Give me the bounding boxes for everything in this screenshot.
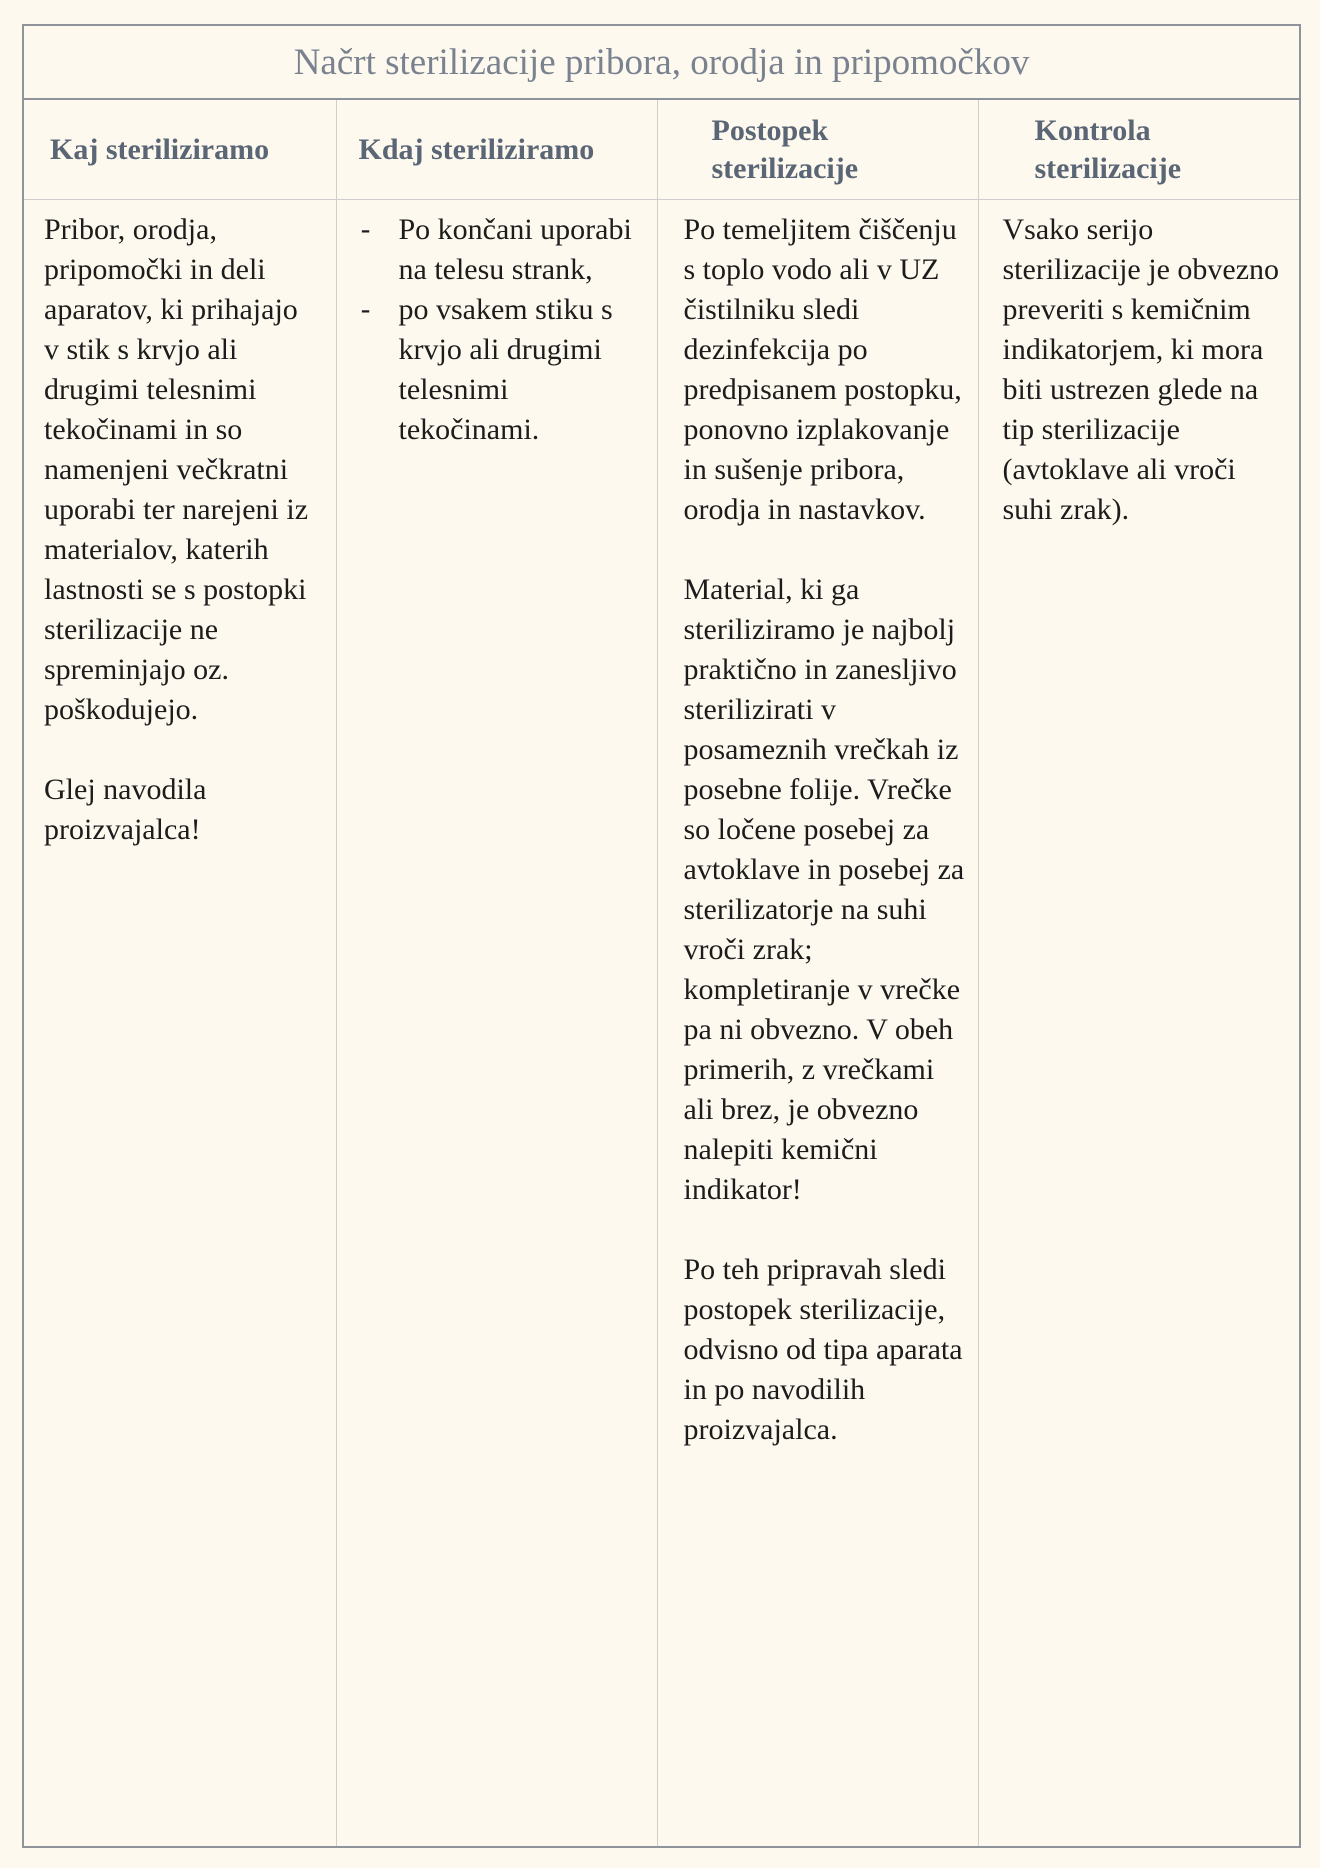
paragraph: Material, ki ga steriliziramo je najbolj praktično in zanesljivo sterilizirati v posameznih vrečkah iz posebne folije. Vrečke so ločene posebej za avtoklave in posebej za sterilizatorje na suhi vroči zrak; kompletiranje v vrečke pa ni obvezno. V obeh primerih, z vrečkami ali brez, je obvezno nalepiti kemični indikator! (683, 573, 965, 1206)
cell-what (23, 200, 336, 1848)
paragraph: Glej navodila proizvajalca! (44, 773, 207, 846)
list-item-text: po vsakem stiku s krvjo ali drugimi telesnimi tekočinami. (398, 293, 613, 446)
paragraph: Po temeljitem čiščenju s toplo vodo ali v UZ čistilniku sledi dezinfekcija po predpisanem postopku, ponovno izplakovanje in sušenje pribora, orodja in nastavkov. (683, 213, 962, 526)
dash-bullet: - (360, 213, 371, 246)
cell-procedure (657, 200, 978, 1848)
table-title: Načrt sterilizacije pribora, orodja in pripomočkov (23, 25, 1300, 99)
paragraph: Vsako serijo sterilizacije je obvezno preveriti s kemičnim indikatorjem, ki mora biti ustrezen glede na tip sterilizacije (avtoklave ali vroči suhi zrak). (1002, 213, 1280, 526)
column-header-procedure (657, 99, 978, 200)
cell-when (336, 200, 657, 1848)
column-header-control (978, 99, 1300, 200)
column-header-what (23, 99, 336, 200)
list-item-text: Po končani uporabi na telesu strank, (398, 213, 632, 286)
header-row (23, 99, 1300, 200)
content-row (23, 200, 1300, 1848)
column-header-label: Kontrola sterilizacije (1034, 113, 1182, 185)
title-row (23, 25, 1300, 99)
paragraph: Pribor, orodja, pripomočki in deli aparatov, ki prihajajo v stik s krvjo ali drugimi telesnimi tekočinami in so namenjeni večkratni uporabi ter narejeni iz materialov, katerih lastnosti se s postopki sterilizacije ne spreminjajo oz. poškodujejo. (44, 213, 309, 726)
dash-list (361, 210, 645, 450)
sterilization-plan-table (22, 24, 1301, 1848)
cell-control (978, 200, 1300, 1848)
list-item (361, 210, 645, 290)
column-header-when (336, 99, 657, 200)
column-header-label: Kdaj steriliziramo (358, 132, 595, 166)
list-item (361, 290, 645, 450)
paragraph: Po teh pripravah sledi postopek sterilizacije, odvisno od tipa aparata in po navodilih proizvajalca. (683, 1253, 963, 1446)
column-header-label: Postopek sterilizacije (711, 113, 859, 185)
dash-bullet: - (360, 293, 371, 326)
column-header-label: Kaj steriliziramo (50, 132, 270, 166)
